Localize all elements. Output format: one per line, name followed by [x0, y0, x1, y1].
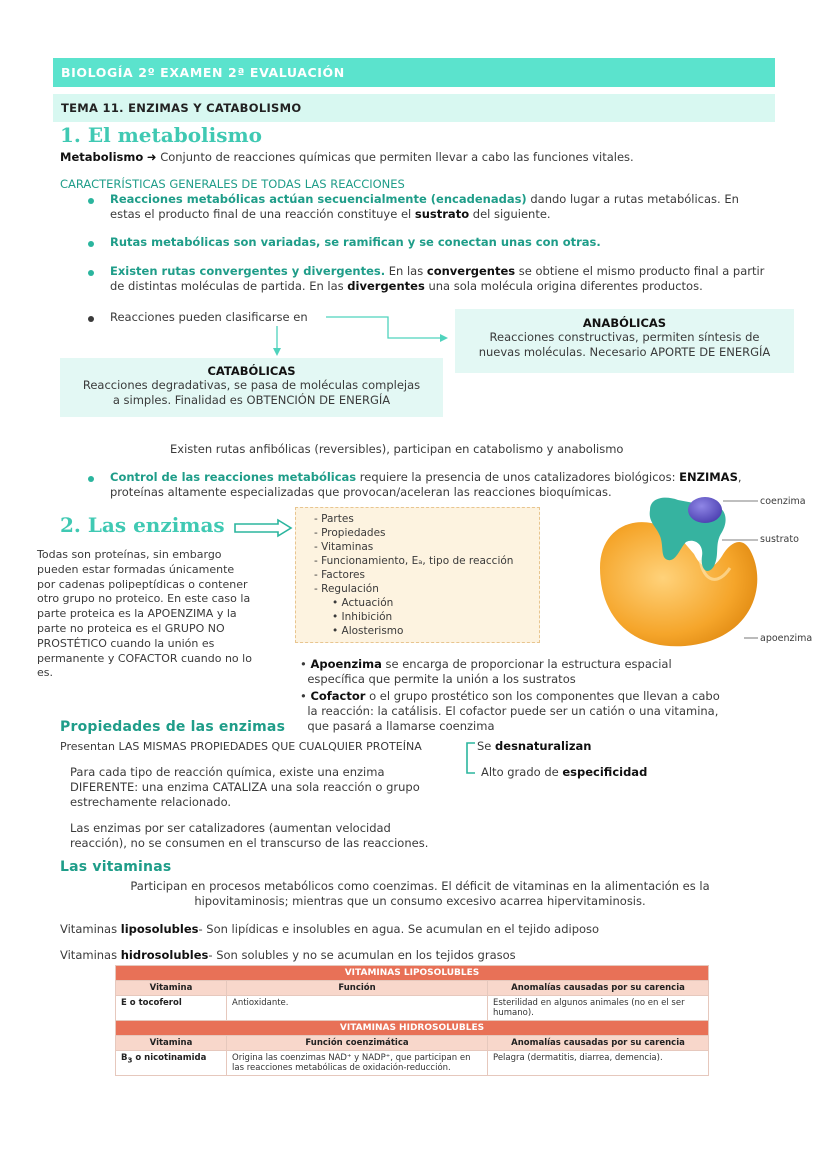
label-sustrato: sustrato — [760, 534, 799, 545]
col-header: Función coenzimática — [227, 1036, 488, 1051]
arrow-icon: ➜ — [146, 150, 157, 164]
vitamins-table — [115, 965, 709, 1076]
desc-line: parte proteica es la APOENZIMA y la — [37, 607, 237, 621]
summary-box — [295, 507, 540, 643]
bullet-3-highlight: Existen rutas convergentes y divergentes. — [110, 264, 386, 278]
bullet-4: Reacciones pueden clasificarse en — [110, 310, 308, 324]
enzymes-description — [37, 548, 287, 681]
catabolicas-line2: a simples. Finalidad es OBTENCIÓN DE ENERGÍA — [112, 393, 391, 407]
summary-subitem-text: Actuación — [341, 597, 394, 609]
catabolicas-box — [60, 358, 443, 417]
liposolubles-line — [60, 922, 599, 937]
properties-title: Propiedades de las enzimas — [60, 719, 286, 735]
properties-para-1 — [70, 765, 470, 810]
desc-line: parte no proteica es el GRUPO NO — [37, 621, 225, 635]
hidro-header: VITAMINAS HIDROSOLUBLES — [116, 1021, 709, 1036]
summary-subitem-text: Inhibición — [341, 611, 393, 623]
table-cell — [116, 1051, 227, 1076]
label-coenzima: coenzima — [760, 496, 806, 507]
double-arrow-icon — [234, 518, 294, 538]
apoenzima-l1: se encarga de proporcionar la estructura espacial — [381, 657, 672, 671]
classification-arrows — [270, 310, 460, 360]
vit-name: o nicotinamida — [132, 1053, 207, 1063]
bullet-3-line2a: de distintas moléculas de partida. En las — [110, 279, 348, 293]
anfibolicas-note: Existen rutas anfibólicas (reversibles), participan en catabolismo y anabolismo — [170, 442, 624, 456]
desc-line: por cadenas polipeptídicas o contener — [37, 577, 248, 591]
lipo-b: liposolubles — [120, 922, 199, 936]
summary-item: - Vitaminas — [314, 541, 374, 553]
lipo-header: VITAMINAS LIPOSOLUBLES — [116, 966, 709, 981]
apoenzima-bullet: • Apoenzima se encarga de proporcionar la estructura espacial específica que permite la unión a los sustratos — [300, 657, 672, 686]
desc-line: permanente y COFACTOR cuando no lo — [37, 651, 252, 665]
summary-item: - Factores — [314, 569, 365, 581]
catabolicas-line1: Reacciones degradativas, se pasa de moléculas complejas — [82, 378, 421, 392]
hidro-b: hidrosolubles — [120, 948, 209, 962]
bullet-5-c: , — [737, 470, 742, 484]
bullet-5-highlight: Control de las reacciones metabólicas — [110, 470, 357, 484]
bullet-1-line2a: estas el producto final de una reacción constituye el — [110, 207, 415, 221]
section-title-metabolismo: 1. El metabolismo — [60, 123, 263, 147]
col-header: Función — [227, 981, 488, 996]
bullet-icon — [88, 270, 94, 276]
bullet-5-enzimas: ENZIMAS — [679, 470, 738, 484]
bullet-icon — [88, 316, 94, 322]
prop2-b: especificidad — [562, 765, 648, 779]
bullet-2: Rutas metabólicas son variadas, se ramifican y se conectan unas con otras. — [110, 235, 601, 249]
property-especificidad — [481, 765, 647, 780]
bullet-1-rest: dando lugar a rutas metabólicas. En — [526, 192, 739, 206]
desc-line: PROSTÉTICO cuando la unión es — [37, 636, 215, 650]
bullet-1-highlight: Reacciones metabólicas actúan secuencialmente (encadenadas) — [110, 192, 527, 206]
bullet-3-line2c: una sola molécula origina diferentes productos. — [424, 279, 703, 293]
table-row — [116, 1036, 709, 1051]
metabolism-definition — [60, 150, 780, 165]
vitamins-title: Las vitaminas — [60, 859, 172, 875]
cofactor-l1: o el grupo prostético son los componentes que llevan a cabo — [365, 689, 720, 703]
hidro-a: Vitaminas — [60, 948, 121, 962]
col-header: Vitamina — [116, 981, 227, 996]
table-cell: Pelagra (dermatitis, diarrea, demencia). — [488, 1051, 709, 1076]
bullet-3-c: se obtiene el mismo producto final a partir — [515, 264, 765, 278]
bullet-3-a: En las — [385, 264, 427, 278]
summary-subitem: • Inhibición — [332, 611, 393, 623]
bullet-1-sustrato: sustrato — [414, 207, 470, 221]
table-cell: Esterilidad en algunos animales (no en el ser humano). — [488, 996, 709, 1021]
desc-line: es. — [37, 666, 53, 680]
hidrosolubles-line — [60, 948, 516, 963]
table-row — [116, 996, 709, 1021]
characteristics-title: CARACTERÍSTICAS GENERALES DE TODAS LAS REACCIONES — [60, 177, 405, 191]
table-cell: Origina las coenzimas NAD⁺ y NADP⁺, que participan en las reacciones metabólicas de oxidación-reducción. — [227, 1051, 488, 1076]
bullet-3-divergentes: divergentes — [347, 279, 425, 293]
prop2-a: Alto grado de — [481, 765, 563, 779]
vitamins-intro — [60, 879, 780, 909]
cofactor-l2: la reacción: la catálisis. El cofactor puede ser un catión o una vitamina, — [307, 704, 719, 718]
table-header-row — [116, 966, 709, 981]
bullet-3-convergentes: convergentes — [426, 264, 516, 278]
desc-line: pueden estar formadas únicamente — [37, 562, 235, 576]
anabolicas-title: ANABÓLICAS — [582, 316, 667, 330]
hidro-c: - Son solubles y no se acumulan en los tejidos grasos — [208, 948, 516, 962]
vit-intro-l2: hipovitaminosis; mientras que un consumo excesivo acarrea hipervitaminosis. — [194, 894, 646, 908]
para-line: Las enzimas por ser catalizadores (aumentan velocidad — [70, 821, 391, 835]
summary-item: - Propiedades — [314, 527, 386, 539]
para-line: Para cada tipo de reacción química, existe una enzima — [70, 765, 385, 779]
vit-b: B — [121, 1053, 128, 1063]
desc-line: otro grupo no proteico. En este caso la — [37, 592, 251, 606]
exam-header: BIOLOGÍA 2º EXAMEN 2ª EVALUACIÓN — [53, 58, 775, 87]
summary-subitem: • Alosterismo — [332, 625, 404, 637]
bullet-3 — [110, 264, 780, 294]
vit-intro-l1: Participan en procesos metabólicos como coenzimas. El déficit de vitaminas en la alimentación es la — [130, 879, 710, 893]
catabolicas-title: CATABÓLICAS — [207, 364, 296, 378]
vit-sub: 3 — [127, 1055, 133, 1065]
summary-item: - Regulación — [314, 583, 379, 595]
prop1-b: desnaturalizan — [495, 739, 592, 753]
bullet-icon — [88, 241, 94, 247]
summary-subitem: • Actuación — [332, 597, 394, 609]
anabolicas-line1: Reacciones constructivas, permiten síntesis de — [489, 330, 760, 344]
anabolicas-box — [455, 309, 794, 373]
summary-item: - Partes — [314, 513, 354, 525]
bullet-1 — [110, 192, 770, 222]
label-apoenzima: apoenzima — [760, 633, 813, 644]
bullet-icon — [88, 198, 94, 204]
lipo-a: Vitaminas — [60, 922, 121, 936]
desc-line: Todas son proteínas, sin embargo — [37, 548, 222, 561]
cofactor-term: Cofactor — [310, 689, 366, 703]
def-term: Metabolismo — [60, 150, 144, 164]
enzyme-illustration — [590, 490, 826, 655]
lipo-c: - Son lipídicas e insolubles en agua. Se acumulan en el tejido adiposo — [198, 922, 600, 936]
apoenzima-l2: específica que permite la unión a los sustratos — [307, 672, 576, 686]
property-desnaturalizan — [477, 739, 592, 754]
summary-item: - Funcionamiento, Eₐ, tipo de reacción — [314, 555, 514, 567]
bullet-icon — [88, 476, 94, 482]
table-row — [116, 1051, 709, 1076]
topic-header: TEMA 11. ENZIMAS Y CATABOLISMO — [53, 94, 775, 122]
bullet-5-line2: proteínas altamente especializadas que provocan/aceleran las reacciones bioquímicas. — [110, 485, 612, 499]
para-line: DIFERENTE: una enzima CATALIZA una sola reacción o grupo — [70, 780, 420, 794]
properties-intro: Presentan LAS MISMAS PROPIEDADES QUE CUALQUIER PROTEÍNA — [60, 740, 422, 753]
cofactor-l3: que pasará a llamarse coenzima — [307, 719, 495, 733]
bullet-5-a: requiere la presencia de unos catalizadores biológicos: — [356, 470, 680, 484]
properties-para-2 — [70, 821, 470, 851]
section-title-enzimas: 2. Las enzimas — [60, 513, 225, 537]
col-header: Anomalías causadas por su carencia — [488, 1036, 709, 1051]
table-header-row — [116, 1021, 709, 1036]
anabolicas-line2: nuevas moléculas. Necesario APORTE DE ENERGÍA — [478, 345, 771, 359]
col-header: Vitamina — [116, 1036, 227, 1051]
para-line: estrechamente relacionado. — [70, 795, 232, 809]
apoenzima-term: Apoenzima — [310, 657, 382, 671]
bullet-1-line2c: del siguiente. — [469, 207, 551, 221]
table-cell: Antioxidante. — [227, 996, 488, 1021]
prop1-a: Se — [477, 739, 496, 753]
summary-subitem-text: Alosterismo — [341, 625, 404, 637]
table-cell: E o tocoferol — [116, 996, 227, 1021]
def-text: Conjunto de reacciones químicas que permiten llevar a cabo las funciones vitales. — [160, 150, 634, 164]
col-header: Anomalías causadas por su carencia — [488, 981, 709, 996]
table-row — [116, 981, 709, 996]
para-line: reacción), no se consumen en el transcurso de las reacciones. — [70, 836, 429, 850]
cofactor-bullet: • Cofactor o el grupo prostético son los componentes que llevan a cabo la reacción: la catálisis. El cofactor puede ser un catión o una vitamina, que pasará a llamarse coenzima — [300, 689, 720, 733]
